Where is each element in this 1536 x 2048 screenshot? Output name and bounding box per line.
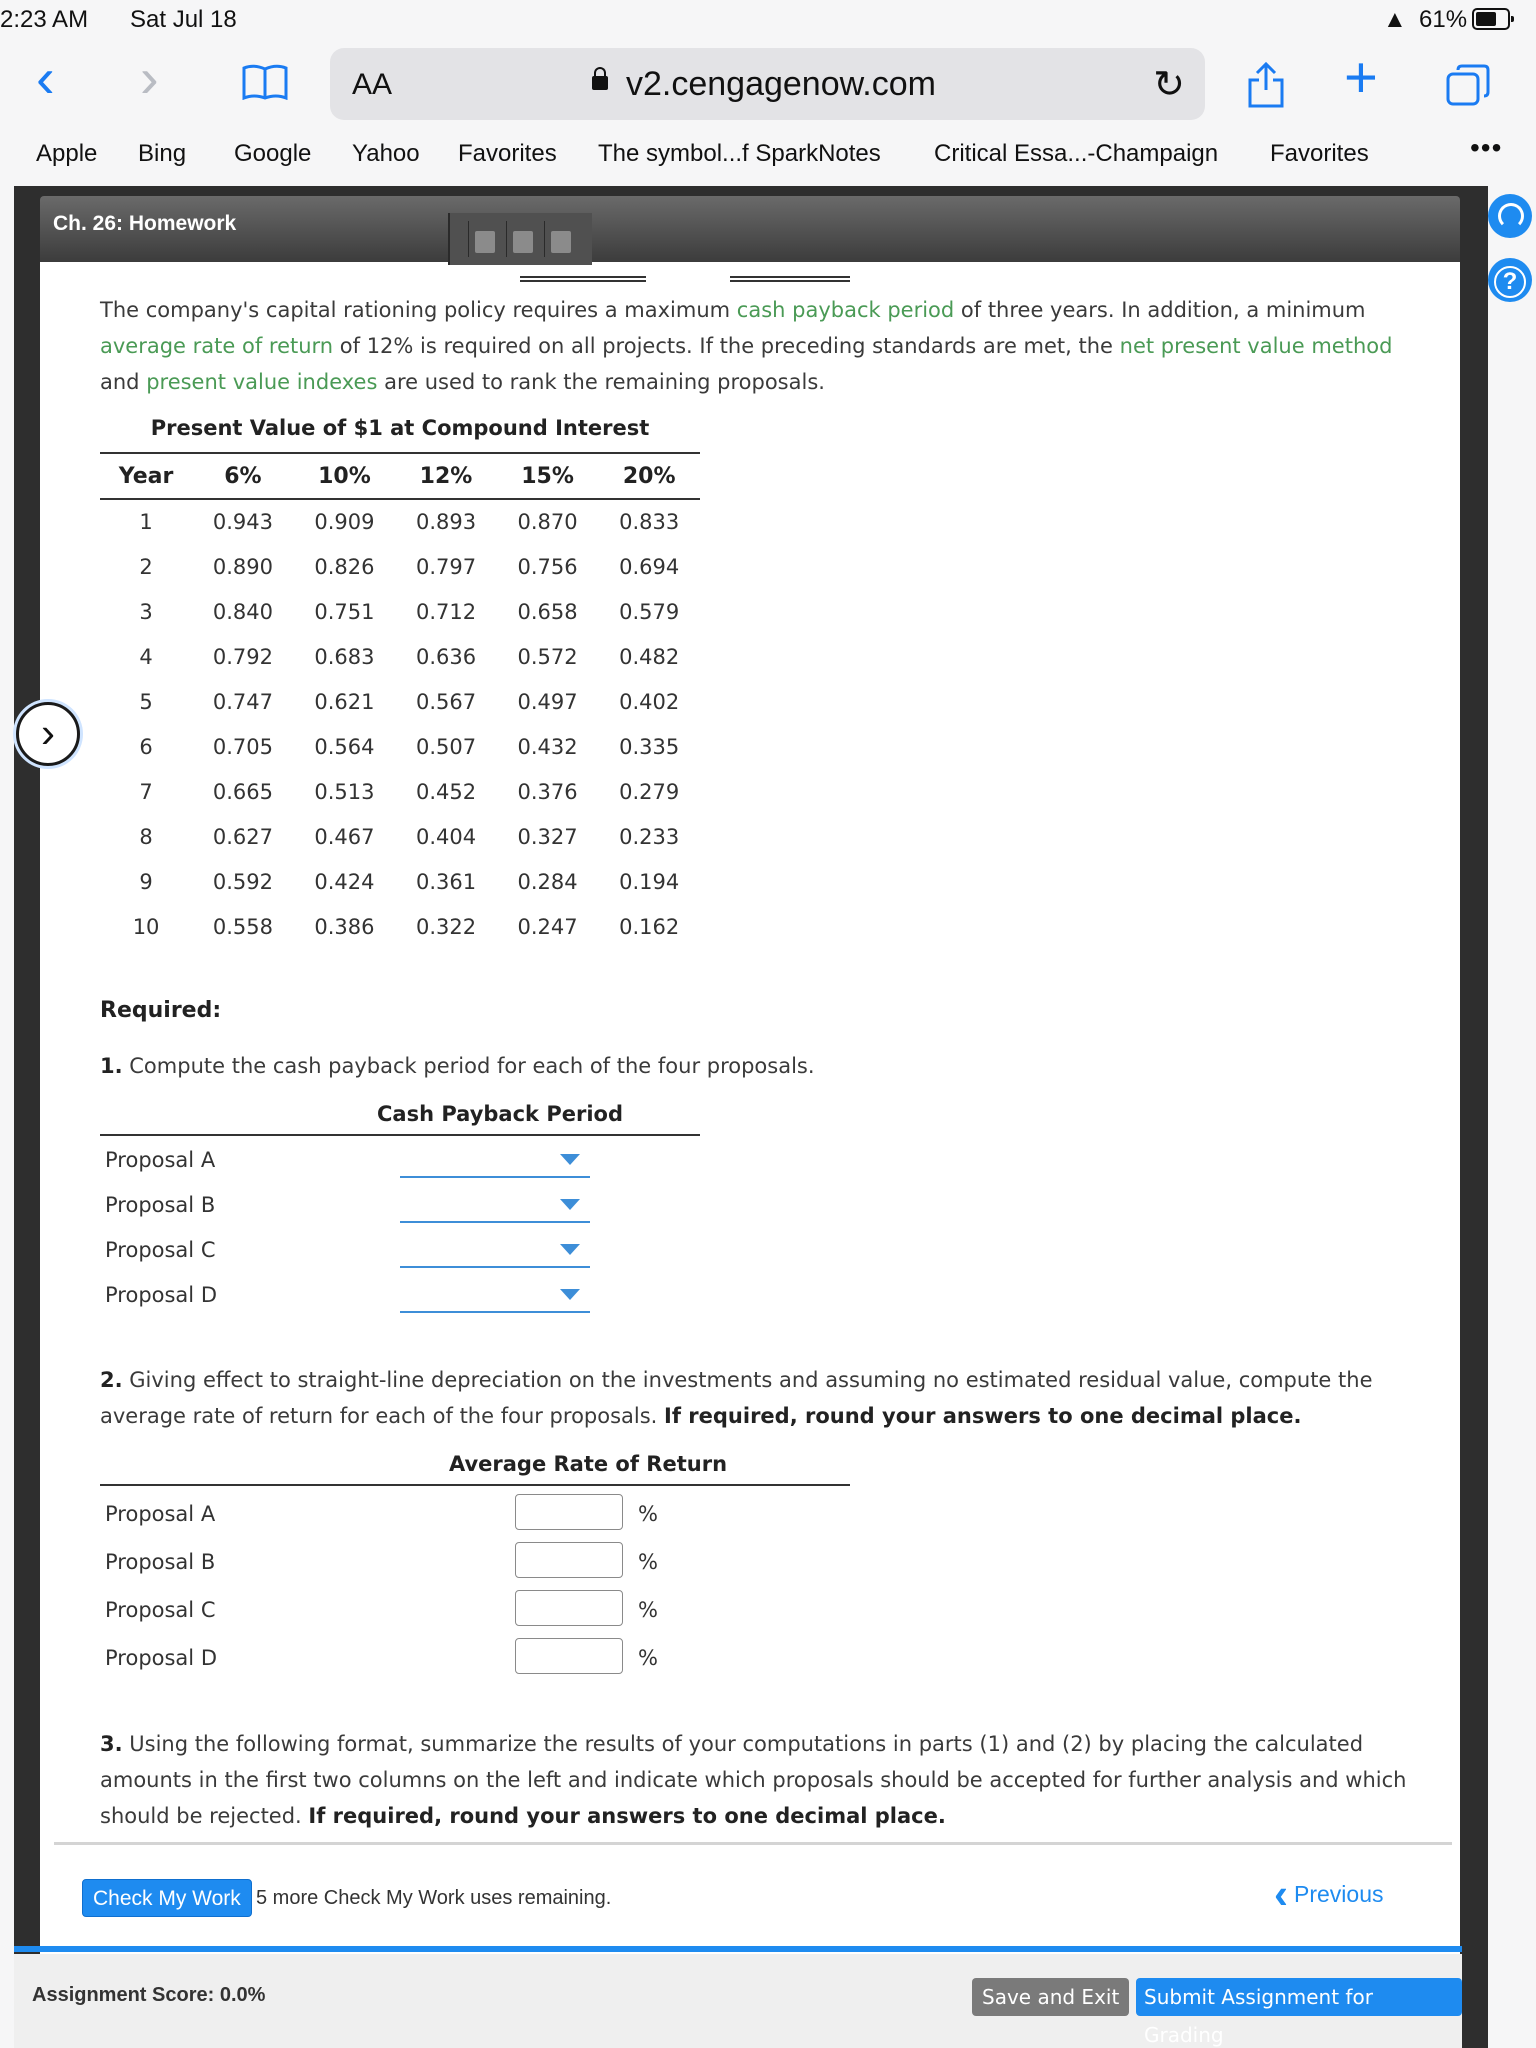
factor-cell: 0.909 [314,510,375,534]
year-cell: 2 [139,554,153,579]
assignment-title: Ch. 26: Homework [53,212,237,235]
column-header: 12% [395,453,497,499]
factor-cell: 0.572 [517,644,578,669]
assignment-score: Assignment Score: 0.0% [32,1984,266,2006]
factor-cell: 0.665 [212,779,273,804]
table-row [100,499,700,544]
year-cell: 3 [139,599,153,624]
column-header: 6% [192,453,294,499]
proposal-label: Proposal A [105,1148,216,1172]
factor-cell: 0.404 [415,824,477,849]
factor-cell: 0.513 [314,779,375,804]
table-row [100,724,700,769]
glossary-link-npv-method[interactable]: net present value method [1119,334,1393,358]
pv-table-header [100,453,700,499]
factor-cell: 0.497 [517,689,578,714]
table-row [100,679,700,724]
browser-toolbar [0,40,1536,130]
year-cell: 10 [132,914,160,939]
cropped-rule [520,276,646,282]
submit-assignment-button[interactable]: Submit Assignment for Grading [1136,1978,1462,2016]
factor-cell: 0.247 [517,914,578,939]
calculator-icon[interactable] [506,221,536,257]
glossary-link-pv-indexes[interactable]: present value indexes [146,370,378,394]
url-text[interactable]: v2.cengagenow.com [626,65,936,103]
tabs-icon[interactable] [1446,64,1490,106]
factor-cell: 0.284 [517,869,578,894]
factor-cell: 0.162 [619,914,680,939]
table-row [100,544,700,589]
column-header: 15% [497,453,599,499]
percent-sign: % [638,1502,658,1526]
factor-cell: 0.621 [314,689,375,714]
factor-cell: 0.194 [619,869,680,894]
chevron-left-icon: ‹ [1274,1870,1288,1917]
check-uses-remaining: 5 more Check My Work uses remaining. [256,1887,612,1909]
check-work-bar [54,1842,1452,1946]
favorite-google[interactable]: Google [234,140,312,167]
year-cell: 9 [139,869,153,894]
intro-text: of 12% is required on all projects. If the preceding standards are met, the [333,334,1120,358]
factor-cell: 0.943 [212,510,273,534]
table-row [100,589,700,634]
factor-cell: 0.747 [212,689,273,714]
factor-cell: 0.826 [314,554,375,579]
factor-cell: 0.233 [619,824,680,849]
assignment-footer [14,1954,1462,2048]
forward-icon[interactable]: › [140,46,159,109]
factor-cell: 0.467 [314,824,375,849]
favorite-sparknotes[interactable]: The symbol...f SparkNotes [598,140,881,167]
glossary-link-average-rate[interactable]: average rate of return [100,334,334,358]
rounding-instruction: If required, round your answers to one decimal place. [308,1804,946,1828]
factor-cell: 0.592 [212,869,273,894]
question-number: 2. [100,1368,123,1392]
factor-cell: 0.564 [314,734,375,759]
factor-cell: 0.890 [212,554,273,579]
bookmarks-icon[interactable] [242,64,288,100]
factor-cell: 0.694 [619,554,680,579]
question-number: 1. [100,1054,123,1078]
factor-cell: 0.482 [619,644,680,669]
column-header: 10% [294,453,396,499]
percent-sign: % [638,1646,658,1670]
status-bar [0,0,1536,40]
factor-cell: 0.402 [619,689,680,714]
favorites-bar [0,130,1536,182]
factor-cell: 0.424 [314,869,375,894]
favorite-apple[interactable]: Apple [36,140,98,167]
back-icon[interactable]: ‹ [36,46,55,109]
year-cell: 4 [139,644,153,669]
favorite-bing[interactable]: Bing [138,140,187,167]
year-cell: 1 [139,510,153,534]
required-heading: Required: [100,998,222,1023]
expand-panel-icon[interactable]: › [16,702,80,766]
year-cell: 8 [139,824,153,849]
factor-cell: 0.386 [314,914,375,939]
factor-cell: 0.361 [415,869,477,894]
factor-cell: 0.705 [212,734,273,759]
average-rate-input-b[interactable] [515,1542,623,1578]
question-text: Giving effect to straight-line depreciation on the investments and assuming no estimated residual value, compute the average rate of return for each of the four proposals. [100,1368,1373,1428]
factor-cell: 0.658 [517,599,578,624]
proposal-label: Proposal D [105,1283,217,1307]
factor-cell: 0.558 [212,914,273,939]
rounding-instruction: If required, round your answers to one decimal place. [664,1404,1302,1428]
status-date: Sat Jul 18 [130,6,237,33]
year-cell: 5 [139,689,153,714]
factor-cell: 0.322 [415,914,477,939]
cash-payback-select-c[interactable] [400,1234,590,1268]
factor-cell: 0.756 [517,554,578,579]
wifi-icon: ▲ [1383,6,1407,33]
status-time: 2:23 AM [0,6,89,33]
reload-icon[interactable]: ↻ [1153,64,1185,106]
check-my-work-button[interactable]: Check My Work [82,1879,252,1917]
question-2 [100,1362,1430,1434]
factor-cell: 0.792 [212,644,273,669]
factor-cell: 0.636 [415,644,477,669]
table-row [100,859,700,904]
pv-table-title: Present Value of $1 at Compound Interest [150,416,650,440]
proposal-label: Proposal C [105,1238,216,1262]
cash-payback-header: Cash Payback Period [377,1102,623,1126]
notes-icon[interactable] [544,221,574,257]
factor-cell: 0.683 [314,644,375,669]
glossary-link-cash-payback[interactable]: cash payback period [736,298,955,322]
year-cell: 7 [139,779,153,804]
battery-percent: 61% [1419,6,1468,33]
divider [100,1484,850,1486]
factor-cell: 0.751 [314,599,375,624]
help-icon[interactable]: ? [1488,258,1532,302]
factor-cell: 0.452 [415,779,477,804]
cash-payback-select-d[interactable] [400,1279,590,1313]
more-icon[interactable]: ••• [1470,132,1503,163]
cropped-rule [730,276,850,282]
factor-cell: 0.376 [517,779,578,804]
address-bar[interactable] [330,48,1205,120]
policy-paragraph [100,292,1430,400]
favorite-favorites-2[interactable]: Favorites [1270,140,1369,167]
factor-cell: 0.432 [517,734,578,759]
year-cell: 6 [139,734,153,759]
factor-cell: 0.279 [619,779,680,804]
question-3 [100,1726,1430,1834]
previous-button[interactable] [1274,1870,1384,1917]
proposal-label: Proposal B [105,1193,216,1217]
factor-cell: 0.797 [415,554,477,579]
previous-label: Previous [1294,1881,1384,1907]
factor-cell: 0.840 [212,599,273,624]
factor-cell: 0.712 [415,599,477,624]
intro-text: are used to rank the remaining proposals. [377,370,825,394]
factor-cell: 0.833 [619,510,680,534]
question-text: Compute the cash payback period for each of the four proposals. [122,1054,815,1078]
factor-cell: 0.579 [619,599,680,624]
factor-cell: 0.335 [619,734,680,759]
factor-cell: 0.507 [415,734,477,759]
question-number: 3. [100,1732,123,1756]
battery-icon [1472,8,1510,30]
ebook-icon[interactable] [468,221,498,257]
favorite-critical-essay[interactable]: Critical Essa...-Champaign [934,140,1219,167]
average-rate-input-c[interactable] [515,1590,623,1626]
proposal-label: Proposal D [105,1646,217,1670]
percent-sign: % [638,1598,658,1622]
table-row [100,634,700,679]
divider [100,1134,700,1136]
intro-text: The company's capital rationing policy requires a maximum [100,298,737,322]
share-icon[interactable] [1246,62,1286,108]
new-tab-icon[interactable]: + [1344,45,1378,110]
text-size-button[interactable]: AA [352,68,393,101]
question-1 [100,1048,1430,1084]
factor-cell: 0.327 [517,824,578,849]
lock-icon [592,76,608,90]
save-and-exit-button[interactable]: Save and Exit [972,1978,1129,2016]
column-header: Year [100,453,192,499]
assignment-header [40,196,1460,262]
toolbox [448,213,592,265]
table-row [100,904,700,949]
table-row [100,769,700,814]
question-text: Using the following format, summarize the results of your computations in parts (1) and (2) by placing the calculated amounts in the first two columns on the left and indicate which proposals should be accepted for further analysis and which should be rejected. [100,1732,1407,1828]
intro-text: and [100,370,147,394]
average-rate-header: Average Rate of Return [448,1452,728,1476]
table-row [100,814,700,859]
accent-strip [14,1946,1462,1952]
average-rate-input-d[interactable] [515,1638,623,1674]
favorite-yahoo[interactable]: Yahoo [352,140,420,167]
cash-payback-select-b[interactable] [400,1189,590,1223]
percent-sign: % [638,1550,658,1574]
factor-cell: 0.627 [212,824,273,849]
factor-cell: 0.567 [415,689,477,714]
average-rate-input-a[interactable] [515,1494,623,1530]
column-header: 20% [598,453,700,499]
proposal-label: Proposal B [105,1550,216,1574]
proposal-label: Proposal C [105,1598,216,1622]
intro-text: of three years. In addition, a minimum [954,298,1366,322]
headset-icon[interactable] [1488,194,1532,238]
pv-table [100,452,700,949]
factor-cell: 0.870 [517,510,578,534]
cash-payback-select-a[interactable] [400,1144,590,1178]
factor-cell: 0.893 [415,510,477,534]
favorite-favorites[interactable]: Favorites [458,140,557,167]
proposal-label: Proposal A [105,1502,216,1526]
